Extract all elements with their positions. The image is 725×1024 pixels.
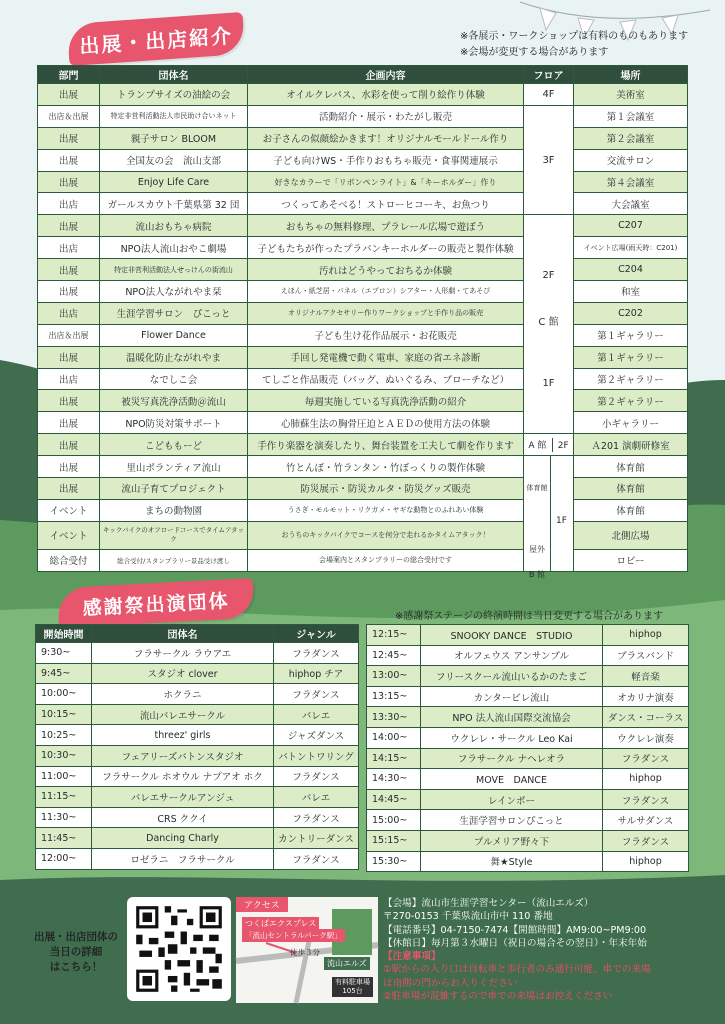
- cell-org: ガールスカウト千葉県第 32 団: [100, 193, 248, 215]
- cell-content: おうちのキックバイクでコースを何分で走れるかタイムアタック！: [248, 521, 524, 549]
- table-row: [36, 684, 359, 705]
- cell-place: 交流サロン: [574, 149, 688, 171]
- divider: [550, 456, 551, 571]
- map-parking-count: 105台: [342, 987, 363, 995]
- cell-time: 10:25~: [36, 725, 92, 746]
- cell-place: 第１ギャラリー: [574, 324, 688, 346]
- table-row: [38, 237, 688, 259]
- cell-dept: 出展: [38, 456, 100, 478]
- table-row: [38, 302, 688, 324]
- cell-org: 温暖化防止ながれやま: [100, 346, 248, 368]
- cell-name: フラサークル ラウアエ: [92, 643, 274, 664]
- cell-time: 9:45~: [36, 663, 92, 684]
- cell-place: 第１会議室: [574, 105, 688, 127]
- qr-code[interactable]: [127, 897, 231, 1001]
- table-row: [38, 127, 688, 149]
- table-row: [38, 149, 688, 171]
- cell-content: 会場案内とスタンプラリーの総合受付です: [248, 549, 524, 571]
- cell-name: カンタービレ流山: [421, 686, 603, 707]
- table-row: [367, 727, 689, 748]
- info-caution-1b: は南側の門からお入りください: [383, 977, 518, 989]
- cell-org: 流山おもちゃ病院: [100, 215, 248, 237]
- cell-name: ホクラニ: [92, 684, 274, 705]
- cell-org: 里山ボランティア流山: [100, 456, 248, 478]
- c-building-label: C 館: [538, 317, 559, 329]
- cell-content: つくってあそべる！ストローヒコーキ、お魚つり: [248, 193, 524, 215]
- header-dept: 部門: [38, 66, 100, 84]
- cell-genre: フラダンス: [274, 807, 359, 828]
- cell-content: 毎週実施している写真洗浄活動の紹介: [248, 390, 524, 412]
- cell-org: トランプサイズの油絵の会: [100, 84, 248, 106]
- table-row: [36, 828, 359, 849]
- cell-time: 13:00~: [367, 666, 421, 687]
- cell-genre: カントリーダンス: [274, 828, 359, 849]
- header-org: 団体名: [100, 66, 248, 84]
- table-row: [38, 171, 688, 193]
- cell-content: 防災展示・防災カルタ・防災グッズ販売: [248, 478, 524, 500]
- cell-org: 特定非営利活動法人せっけんの街流山: [100, 259, 248, 281]
- cell-floor-gym: [524, 456, 574, 580]
- cell-floor: 3F: [524, 105, 574, 214]
- cell-name: レインボー: [421, 789, 603, 810]
- cell-dept: 出展: [38, 127, 100, 149]
- cell-time: 11:00~: [36, 766, 92, 787]
- access-map: [236, 897, 378, 1003]
- cell-dept: 出展: [38, 215, 100, 237]
- cell-place: 体育館: [574, 499, 688, 521]
- cell-org: 全国友の会 流山支部: [100, 149, 248, 171]
- cell-org: NPO法人ながれやま栞: [100, 281, 248, 303]
- b-building-label: B 館: [528, 570, 546, 580]
- qr-label-line: 出展・出店団体の: [34, 931, 118, 943]
- cell-name: CRS ククイ: [92, 807, 274, 828]
- header-content: 企画内容: [248, 66, 524, 84]
- cell-floor-a: [524, 434, 574, 456]
- info-phone-hours: 【電話番号】04-7150-7474【開館時間】AM9:00~PM9:00: [383, 924, 647, 936]
- table-row: [38, 412, 688, 434]
- map-parking-label: 有料駐車場: [335, 978, 370, 986]
- cell-org: なでしこ会: [100, 368, 248, 390]
- header-name: 団体名: [92, 625, 274, 643]
- table-row: [38, 456, 688, 478]
- cell-dept: 出展: [38, 390, 100, 412]
- exhibit-table: [37, 65, 688, 580]
- cell-org: 親子サロン BLOOM: [100, 127, 248, 149]
- cell-dept: 出展: [38, 259, 100, 281]
- info-caution-2: ②駐車場が混雑するので車での来場はお控えください: [383, 991, 613, 1003]
- cell-time: 13:15~: [367, 686, 421, 707]
- info-venue: 【会場】流山市生涯学習センター（流山エルズ）: [383, 898, 594, 909]
- cell-time: 14:00~: [367, 727, 421, 748]
- table-row: [38, 478, 688, 500]
- cell-genre: フラダンス: [274, 643, 359, 664]
- cell-place: 第２ギャラリー: [574, 390, 688, 412]
- cell-time: 15:00~: [367, 810, 421, 831]
- cell-place: Ａ201 演劇研修室: [574, 434, 688, 456]
- cell-content: 手作り楽器を演奏したり、舞台装置を工夫して劇を作ります: [248, 434, 524, 456]
- cell-content: オイルクレパス、水彩を使って削り絵作り体験: [248, 84, 524, 106]
- cell-content: 手回し発電機で動く電車、家庭の省エネ診断: [248, 346, 524, 368]
- cell-dept: 出展: [38, 478, 100, 500]
- cell-time: 11:45~: [36, 828, 92, 849]
- cell-content: 心肺蘇生法の胸骨圧迫とＡＥＤの使用方法の体験: [248, 412, 524, 434]
- cell-org: 被災写真洗浄活動＠流山: [100, 390, 248, 412]
- cell-name: スタジオ clover: [92, 663, 274, 684]
- cell-genre: ジャズダンス: [274, 725, 359, 746]
- cell-genre: フラダンス: [274, 684, 359, 705]
- cell-name: ロゼラニ フラサークル: [92, 848, 274, 869]
- cell-name: フラサークル ナヘレオラ: [421, 748, 603, 769]
- cell-dept: 出展: [38, 434, 100, 456]
- cell-genre: hiphop: [603, 851, 689, 872]
- table-row: [38, 105, 688, 127]
- cell-time: 10:00~: [36, 684, 92, 705]
- cell-content: おもちゃの無料修理、プラレール広場で遊ぼう: [248, 215, 524, 237]
- floor-1f-label: 1F: [556, 516, 567, 527]
- table-row: [38, 281, 688, 303]
- cell-dept: 出店: [38, 193, 100, 215]
- qr-code-icon: [133, 903, 225, 995]
- exhibit-section-banner: 出展・出店紹介: [67, 12, 246, 66]
- cell-time: 10:30~: [36, 745, 92, 766]
- qr-label-line: 当日の詳細: [49, 946, 103, 958]
- cell-name: NPO 法人流山国際交流協会: [421, 707, 603, 728]
- cell-place: 美術室: [574, 84, 688, 106]
- qr-label: [30, 930, 122, 975]
- gym-label: 体育館: [526, 484, 548, 493]
- cell-place: C202: [574, 302, 688, 324]
- cell-place: ロビー: [574, 549, 688, 571]
- table-row: [38, 434, 688, 456]
- cell-content: オリジナルアクセサリー作りワークショップと手作り品の販売: [248, 302, 524, 324]
- table-header-row: [38, 66, 688, 84]
- table-row: [36, 848, 359, 869]
- cell-dept: 出展: [38, 84, 100, 106]
- table-row: [38, 84, 688, 106]
- table-row: [36, 725, 359, 746]
- map-walk: 徒歩３分: [290, 948, 320, 957]
- cell-time: 9:30~: [36, 643, 92, 664]
- cell-org: まちの動物園: [100, 499, 248, 521]
- cell-genre: hiphop: [603, 769, 689, 790]
- cell-content: 子ども向けWS・手作りおもちゃ販売・食事関連展示: [248, 149, 524, 171]
- cell-org: キックバイクのオフロードコースでタイムアタック: [100, 521, 248, 549]
- cell-org: 流山子育てプロジェクト: [100, 478, 248, 500]
- cell-name: MOVE DANCE: [421, 769, 603, 790]
- map-venue: 流山エルズ: [324, 957, 370, 970]
- table-row: [367, 830, 689, 851]
- cell-place: 和室: [574, 281, 688, 303]
- table-row: [367, 645, 689, 666]
- cell-name: SNOOKY DANCE STUDIO: [421, 625, 603, 646]
- cell-place: 大会議室: [574, 193, 688, 215]
- cell-genre: フラダンス: [603, 748, 689, 769]
- floor-2f-label: 2F: [542, 270, 555, 282]
- cell-genre: バレエ: [274, 787, 359, 808]
- cell-genre: 軽音楽: [603, 666, 689, 687]
- cell-time: 15:15~: [367, 830, 421, 851]
- table-row: [36, 745, 359, 766]
- cell-name: 流山バレエサークル: [92, 704, 274, 725]
- cell-content: 活動紹介・展示・わたがし販売: [248, 105, 524, 127]
- cell-genre: サルサダンス: [603, 810, 689, 831]
- table-row: [36, 766, 359, 787]
- cell-time: 14:45~: [367, 789, 421, 810]
- table-row: [38, 368, 688, 390]
- cell-dept: 出店＆出展: [38, 324, 100, 346]
- cell-name: フェアリーズバトンスタジオ: [92, 745, 274, 766]
- stage-table-right: [366, 624, 689, 872]
- cell-dept: 出展: [38, 346, 100, 368]
- table-row: [38, 390, 688, 412]
- cell-genre: フラダンス: [274, 848, 359, 869]
- cell-name: 舞★Style: [421, 851, 603, 872]
- cell-genre: バトントワリング: [274, 745, 359, 766]
- cell-time: 11:15~: [36, 787, 92, 808]
- table-row: [367, 748, 689, 769]
- table-row: [367, 625, 689, 646]
- cell-name: 生涯学習サロンぴこっと: [421, 810, 603, 831]
- map-station: 「流山セントラルパーク駅」: [242, 929, 345, 942]
- cell-genre: hiphop: [603, 625, 689, 646]
- cell-org: 総合受付/スタンプラリー景品受け渡し: [100, 549, 248, 571]
- cell-time: 14:15~: [367, 748, 421, 769]
- header-floor: フロア: [524, 66, 574, 84]
- table-row: [38, 499, 688, 521]
- cell-floor: 4F: [524, 84, 574, 106]
- cell-time: 12:00~: [36, 848, 92, 869]
- note-venue-change: ※会場が変更する場合があります: [460, 47, 609, 58]
- cell-genre: フラダンス: [603, 830, 689, 851]
- cell-genre: ブラスバンド: [603, 645, 689, 666]
- header-genre: ジャンル: [274, 625, 359, 643]
- table-header-row: [36, 625, 359, 643]
- cell-place: 第２ギャラリー: [574, 368, 688, 390]
- cell-genre: ウクレレ演奏: [603, 727, 689, 748]
- table-row: [38, 193, 688, 215]
- note-stage-end: ※感謝祭ステージの終演時間は当日変更する場合があります: [395, 611, 663, 622]
- cell-place: C204: [574, 259, 688, 281]
- cell-time: 12:15~: [367, 625, 421, 646]
- table-row: [367, 707, 689, 728]
- header-time: 開始時間: [36, 625, 92, 643]
- cell-content: えほん・紙芝居・パネル（エプロン）シアター・人形劇・てあそび: [248, 281, 524, 303]
- table-row: [367, 810, 689, 831]
- cell-time: 12:45~: [367, 645, 421, 666]
- cell-dept: 出店: [38, 237, 100, 259]
- floor-2f-label: 2F: [557, 440, 569, 451]
- table-row: [38, 549, 688, 571]
- cell-org: 特定非営利活動法人市民助け合いネット: [100, 105, 248, 127]
- cell-time: 10:15~: [36, 704, 92, 725]
- cell-content: 子どもたちが作ったプラバンキーホルダーの販売と製作体験: [248, 237, 524, 259]
- table-row: [38, 346, 688, 368]
- stage-table-left: [35, 624, 359, 870]
- a-building-label: A 館: [528, 440, 547, 451]
- floor-1f-label: 1F: [542, 378, 555, 390]
- table-row: [36, 643, 359, 664]
- table-row: [36, 787, 359, 808]
- cell-floor-c: [524, 215, 574, 434]
- cell-genre: hiphop チア: [274, 663, 359, 684]
- cell-dept: イベント: [38, 521, 100, 549]
- cell-name: フラサークル ホオウル ナプアオ ホク: [92, 766, 274, 787]
- cell-time: 11:30~: [36, 807, 92, 828]
- cell-time: 15:30~: [367, 851, 421, 872]
- cell-place: イベント広場(雨天時：C201): [574, 237, 688, 259]
- cell-org: Flower Dance: [100, 324, 248, 346]
- table-row: [38, 521, 688, 549]
- cell-content: 子ども生け花作品展示・お花販売: [248, 324, 524, 346]
- cell-name: プルメリア野々下: [421, 830, 603, 851]
- cell-place: 体育館: [574, 478, 688, 500]
- cell-name: フリースクール流山いるかのたまご: [421, 666, 603, 687]
- info-address: 〒270-0153 千葉県流山市中 110 番地: [383, 911, 553, 923]
- cell-genre: フラダンス: [603, 789, 689, 810]
- cell-genre: オカリナ演奏: [603, 686, 689, 707]
- cell-name: Dancing Charly: [92, 828, 274, 849]
- map-station-line: つくばエクスプレス: [242, 917, 319, 930]
- table-row: [367, 666, 689, 687]
- table-row: [367, 686, 689, 707]
- cell-place: C207: [574, 215, 688, 237]
- cell-name: threez' girls: [92, 725, 274, 746]
- outdoor-label: 屋外: [529, 545, 545, 555]
- table-row: [36, 807, 359, 828]
- cell-dept: 出展: [38, 171, 100, 193]
- cell-place: 体育館: [574, 456, 688, 478]
- note-paid: ※各展示・ワークショップは有料のものもあります: [460, 31, 689, 42]
- cell-dept: 出展: [38, 412, 100, 434]
- info-caution-1: ①駅からの入り口は自転車と歩行者のみ通行可能、車での来場: [383, 964, 651, 976]
- cell-time: 14:30~: [367, 769, 421, 790]
- table-row: [38, 324, 688, 346]
- cell-org: こどももーど: [100, 434, 248, 456]
- cell-dept: イベント: [38, 499, 100, 521]
- venue-info: [383, 897, 718, 1003]
- cell-content: 好きなカラーで「リボンペンライト」&「キーホルダー」作り: [248, 171, 524, 193]
- cell-dept: 出店: [38, 302, 100, 324]
- stage-section-banner: 感謝祭出演団体: [57, 578, 255, 628]
- divider: [552, 438, 553, 452]
- access-title: アクセス: [236, 897, 288, 912]
- cell-name: ウクレレ・サークル Leo Kai: [421, 727, 603, 748]
- cell-place: 第４会議室: [574, 171, 688, 193]
- map-parking: [332, 977, 373, 997]
- table-row: [38, 215, 688, 237]
- cell-org: Enjoy Life Care: [100, 171, 248, 193]
- cell-content: お子さんの似顔絵かきます！オリジナルモールドール作り: [248, 127, 524, 149]
- cell-genre: フラダンス: [274, 766, 359, 787]
- table-row: [36, 663, 359, 684]
- cell-place: 小ギャラリー: [574, 412, 688, 434]
- table-row: [367, 789, 689, 810]
- qr-label-line: はこちら！: [49, 961, 103, 973]
- cell-content: うさぎ・モルモット・リクガメ・ヤギな動物とのふれあい体験: [248, 499, 524, 521]
- cell-genre: ダンス・コーラス: [603, 707, 689, 728]
- cell-org: 生涯学習サロン ぴこっと: [100, 302, 248, 324]
- table-row: [367, 851, 689, 872]
- cell-name: オルフェウス アンサンブル: [421, 645, 603, 666]
- info-closed: 【休館日】毎月第３水曜日（祝日の場合その翌日）・年末年始: [383, 937, 647, 949]
- cell-org: NPO法人流山おやこ劇場: [100, 237, 248, 259]
- cell-dept: 出展: [38, 149, 100, 171]
- cell-content: 竹とんぼ・竹ランタン・竹ぼっくりの製作体験: [248, 456, 524, 478]
- cell-place: 北側広場: [574, 521, 688, 549]
- cell-name: バレエサークルアンジュ: [92, 787, 274, 808]
- table-row: [367, 769, 689, 790]
- info-caution-title: 【注意事項】: [383, 951, 441, 963]
- cell-dept: 総合受付: [38, 549, 100, 571]
- header-place: 場所: [574, 66, 688, 84]
- cell-dept: 出展: [38, 281, 100, 303]
- cell-genre: バレエ: [274, 704, 359, 725]
- table-row: [36, 704, 359, 725]
- cell-content: 汚れはどうやっておちるか体験: [248, 259, 524, 281]
- cell-place: 第２会議室: [574, 127, 688, 149]
- cell-org: NPO防災対策サポート: [100, 412, 248, 434]
- table-row: [38, 259, 688, 281]
- cell-place: 第１ギャラリー: [574, 346, 688, 368]
- cell-content: てしごと作品販売（バッグ、ぬいぐるみ、ブローチなど）: [248, 368, 524, 390]
- cell-dept: 出店＆出展: [38, 105, 100, 127]
- cell-dept: 出店: [38, 368, 100, 390]
- cell-time: 13:30~: [367, 707, 421, 728]
